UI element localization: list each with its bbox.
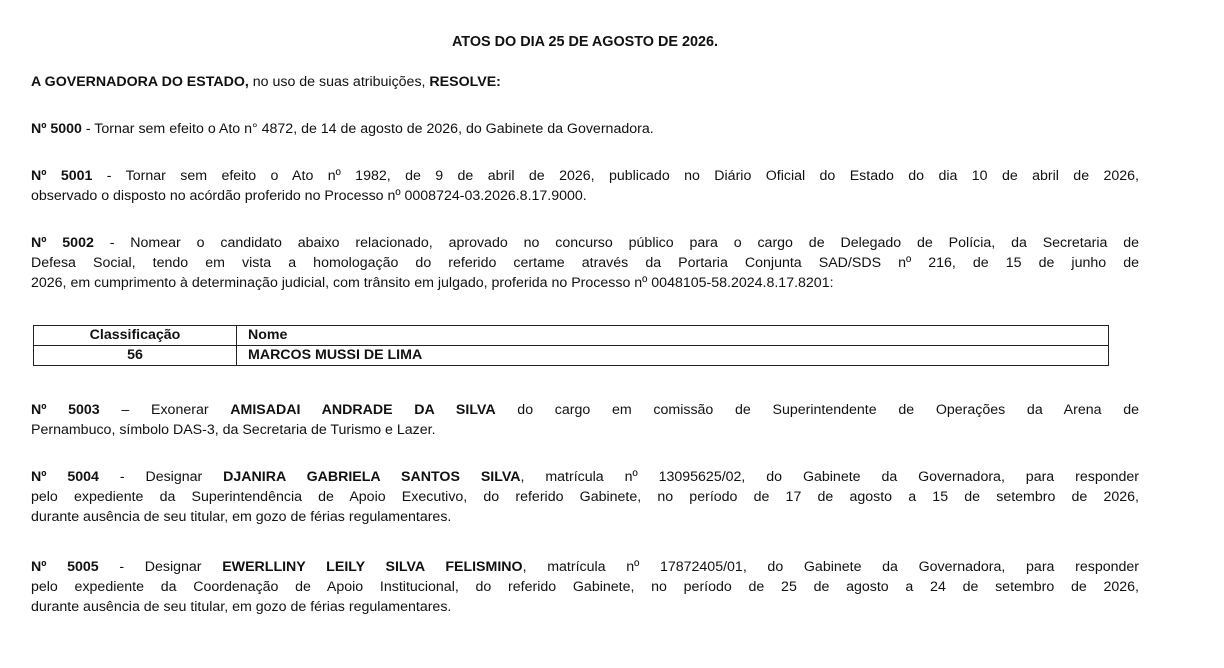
table-header-row	[34, 326, 1109, 346]
act-5005-pre: - Designar	[98, 559, 223, 575]
act-5002	[31, 233, 1139, 293]
act-5004-number: Nº 5004	[31, 469, 99, 485]
act-5000-line-1	[31, 119, 1139, 139]
act-5003-pre: – Exonerar	[99, 402, 231, 418]
act-5004-line-3: durante ausência de seu titular, em gozo de férias regulamentares.	[31, 509, 452, 525]
act-5004-post: , matrícula nº 13095625/02, do Gabinete da Governadora, para responder	[520, 469, 1139, 485]
act-5003-number: Nº 5003	[31, 402, 100, 418]
page-title: ATOS DO DIA 25 DE AGOSTO DE 2026.	[451, 34, 719, 50]
intro-line	[31, 72, 1139, 92]
act-5004-line-2: pelo expediente da Superintendência de Apoio Executivo, do referido Gabinete, no período de 17 de agosto a 15 de setembro de 2026,	[31, 489, 1139, 505]
intro-paragraph	[31, 72, 1139, 92]
act-5004	[31, 467, 1139, 527]
act-5000-text: - Tornar sem efeito o Ato n° 4872, de 14 de agosto de 2026, do Gabinete da Governadora.	[81, 121, 654, 137]
act-5003-person: AMISADAI ANDRADE DA SILVA	[230, 402, 496, 418]
act-5003	[31, 400, 1139, 440]
act-5002-line-3: 2026, em cumprimento à determinação judicial, com trânsito em julgado, proferida no Processo nº 0048105-58.2024.8.17.8201:	[31, 275, 834, 291]
act-5000-number: Nº 5000	[31, 121, 82, 137]
act-5003-post: do cargo em comissão de Superintendente de Operações da Arena de	[495, 402, 1139, 418]
act-5001	[31, 166, 1139, 206]
act-5001-line-1	[31, 166, 1139, 186]
intro-authority: A GOVERNADORA DO ESTADO,	[31, 74, 249, 90]
table-row	[34, 346, 1109, 366]
act-5005	[31, 557, 1139, 617]
act-5002-line-1	[31, 233, 1139, 253]
act-5001-number: Nº 5001	[31, 168, 93, 184]
act-5002-number: Nº 5002	[31, 235, 94, 251]
act-5003-line-1	[31, 400, 1139, 420]
act-5004-person: DJANIRA GABRIELA SANTOS SILVA	[223, 469, 521, 485]
intro-text: no uso de suas atribuições,	[248, 74, 430, 90]
act-5002-text: - Nomear o candidato abaixo relacionado, aprovado no concurso público para o cargo de Delegado de Polícia, da Secretaria de	[93, 235, 1140, 251]
act-5001-text: - Tornar sem efeito o Ato nº 1982, de 9 de abril de 2026, publicado no Diário Oficial do Estado do dia 10 de abril de 2026,	[92, 168, 1139, 184]
act-5001-line-2: observado o disposto no acórdão proferido no Processo nº 0008724-03.2026.8.17.9000.	[31, 188, 587, 204]
act-5005-line-2: pelo expediente da Coordenação de Apoio Institucional, do referido Gabinete, no período de 25 de agosto a 24 de setembro de 2026,	[31, 579, 1139, 595]
table-header-classificacao: Classificação	[34, 326, 237, 346]
table-cell-nome: MARCOS MUSSI DE LIMA	[237, 346, 1109, 366]
table-header-nome: Nome	[237, 326, 1109, 346]
act-5005-line-1	[31, 557, 1139, 577]
act-5005-line-3: durante ausência de seu titular, em gozo de férias regulamentares.	[31, 599, 452, 615]
act-5003-line-2: Pernambuco, símbolo DAS-3, da Secretaria de Turismo e Lazer.	[31, 422, 436, 438]
act-5000	[31, 119, 1139, 139]
act-5004-line-1	[31, 467, 1139, 487]
act-5005-person: EWERLLINY LEILY SILVA FELISMINO	[222, 559, 523, 575]
act-5005-number: Nº 5005	[31, 559, 99, 575]
intro-resolve: RESOLVE:	[429, 74, 501, 90]
table-cell-classificacao: 56	[34, 346, 237, 366]
act-5004-pre: - Designar	[98, 469, 224, 485]
act-5002-line-2: Defesa Social, tendo em vista a homologação do referido certame através da Portaria Conjunta SAD/SDS nº 216, de 15 de junho de	[31, 255, 1139, 271]
nomination-table	[33, 325, 1109, 366]
act-5005-post: , matrícula nº 17872405/01, do Gabinete da Governadora, para responder	[522, 559, 1139, 575]
